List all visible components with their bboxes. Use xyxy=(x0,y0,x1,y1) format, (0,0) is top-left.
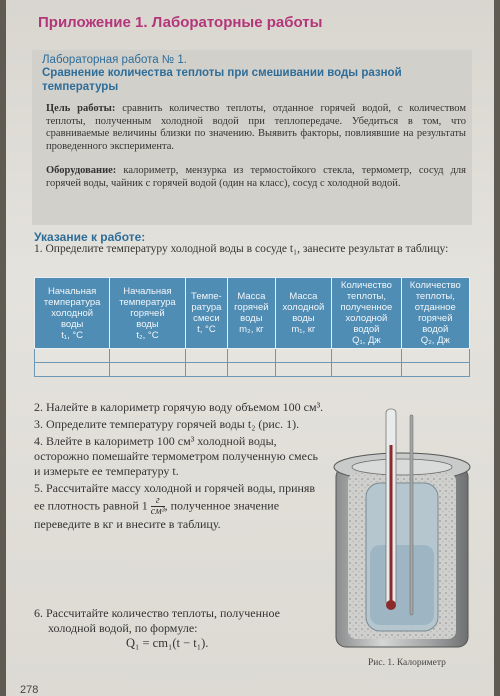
step-6: 6. Рассчитайте количество теплоты, полученное xyxy=(34,606,280,620)
table-cell[interactable] xyxy=(332,349,401,363)
header-line: теплоты, xyxy=(346,291,387,302)
header-line: температура xyxy=(119,296,176,308)
table-cell[interactable] xyxy=(35,363,110,377)
header-line: Q₁, Дж xyxy=(352,335,381,346)
fraction-numerator: г xyxy=(151,496,165,507)
water xyxy=(370,545,434,625)
table-header-cell xyxy=(35,278,110,349)
table-header-cell xyxy=(185,278,228,349)
step-item xyxy=(34,400,324,415)
step-text: Определите температуру горячей воды t₂ (рис. 1). xyxy=(46,417,300,431)
step-text: Влейте в калориметр 100 см³ холодной воды, осторожно помешайте термометром полученную смесь и измерьте ее температуру t. xyxy=(34,434,318,478)
table-cell[interactable] xyxy=(332,363,401,377)
step-number: 5. xyxy=(34,481,43,495)
thermometer-bulb xyxy=(386,600,396,610)
calorimeter-figure xyxy=(324,405,484,655)
steps-list xyxy=(34,400,324,534)
table-header-cell xyxy=(228,278,275,349)
table-header-cell xyxy=(275,278,332,349)
instructions-title: Указание к работе: xyxy=(34,230,146,244)
appendix-title: Приложение 1. Лабораторные работы xyxy=(38,14,323,31)
step-text: Налейте в калориметр горячую воду объемом 100 см³. xyxy=(46,400,324,414)
equipment-text: калориметр, мензурка из термостойкого стекла, термометр, сосуд для горячей воды, чайник с горячей водой (один на класс), сосуд с холодной водой. xyxy=(46,165,467,189)
header-line: теплоты, xyxy=(415,291,455,302)
table-cell[interactable] xyxy=(228,349,275,363)
header-line: горячей xyxy=(234,302,269,313)
header-line: t₁, °C xyxy=(61,329,84,341)
table-cell[interactable] xyxy=(110,349,185,363)
header-line: Начальная xyxy=(47,285,97,297)
step-item xyxy=(34,481,324,532)
header-line: воды xyxy=(240,313,263,324)
table-cell[interactable] xyxy=(185,363,228,377)
header-line: холодной xyxy=(51,307,94,319)
header-line: воды xyxy=(60,318,84,330)
header-line: Q₂, Дж xyxy=(420,335,450,346)
header-line: Начальная xyxy=(123,285,172,297)
header-line: Масса xyxy=(237,291,266,302)
table-cell[interactable] xyxy=(228,363,275,377)
step-number: 2. xyxy=(34,400,43,414)
thermometer-column xyxy=(390,445,393,603)
lid xyxy=(352,459,452,475)
header-line: воды xyxy=(136,318,159,330)
header-line: Количество xyxy=(409,280,461,291)
step-text-tail: , полученное значение переведите в кг и внесите в таблицу. xyxy=(34,498,280,531)
textbook-page xyxy=(6,0,494,696)
table-cell[interactable] xyxy=(401,363,469,377)
table-cell[interactable] xyxy=(185,349,228,363)
step-text: Рассчитайте массу холодной и горячей воды, приняв ее плотность равной 1 xyxy=(34,481,316,513)
header-line: горячей xyxy=(418,313,453,324)
step-item xyxy=(34,434,324,479)
lab-topic: Сравнение количества теплоты при смешивании воды разной температуры xyxy=(42,67,402,93)
lab-number: Лабораторная работа № 1. xyxy=(42,54,187,66)
fraction-denominator: см³ xyxy=(150,506,165,517)
header-line: отданное xyxy=(414,302,456,313)
equipment-label: Оборудование: xyxy=(46,165,117,176)
figure-caption: Рис. 1. Калориметр xyxy=(368,658,446,668)
header-line: холодной xyxy=(345,313,388,324)
goal-label: Цель работы: xyxy=(46,103,116,114)
page-number: 278 xyxy=(20,684,39,696)
step-item xyxy=(34,417,324,432)
header-line: температура xyxy=(43,296,101,308)
table-cell[interactable] xyxy=(35,349,110,363)
header-line: m₁, кг xyxy=(291,324,316,335)
header-line: ратура xyxy=(191,302,222,313)
header-line: водой xyxy=(353,324,380,335)
step-number: 4. xyxy=(34,434,43,448)
step-6-cont: холодной водой, по формуле: xyxy=(48,621,198,635)
table-cell[interactable] xyxy=(110,363,185,377)
header-line: воды xyxy=(292,313,315,324)
goal-text: сравнить количество теплоты, отданное горячей водой, с количеством теплоты, полученным холодной водой при теплопередаче. Убедиться в том, что сравниваемые величины близки по значению. Выявить факторы, повлиявшие на результаты проведенного эксперимента. xyxy=(46,103,467,152)
header-line: t, °C xyxy=(197,324,216,335)
table-header-cell xyxy=(110,278,185,349)
table-header-row xyxy=(35,278,470,349)
header-line: Количество xyxy=(340,280,392,291)
table-cell[interactable] xyxy=(401,349,469,363)
table-row xyxy=(35,363,470,377)
header-line: водой xyxy=(422,324,449,335)
header-line: полученное xyxy=(340,302,393,313)
table-row xyxy=(35,349,470,363)
header-line: m₂, кг xyxy=(239,324,264,335)
step-1: 1. Определите температуру холодной воды в сосуде t₁, занесите результат в таблицу: xyxy=(34,243,449,255)
density-fraction xyxy=(151,496,165,517)
table-header-cell xyxy=(401,278,469,349)
table-cell[interactable] xyxy=(275,349,332,363)
table-header-cell xyxy=(332,278,401,349)
table-cell[interactable] xyxy=(275,363,332,377)
lab-equipment xyxy=(46,165,466,190)
header-line: t₂, °C xyxy=(136,329,159,341)
results-table xyxy=(34,277,470,377)
step-number: 3. xyxy=(34,417,43,431)
header-line: Масса xyxy=(289,291,318,302)
heat-formula: Q₁ = cm₁(t − t₁). xyxy=(126,636,209,650)
header-line: Темпе- xyxy=(191,291,222,302)
header-line: горячей xyxy=(130,307,165,319)
header-line: смеси xyxy=(193,313,220,324)
stirrer-rod xyxy=(410,415,413,615)
header-line: холодной xyxy=(282,302,325,313)
lab-goal xyxy=(46,103,466,153)
